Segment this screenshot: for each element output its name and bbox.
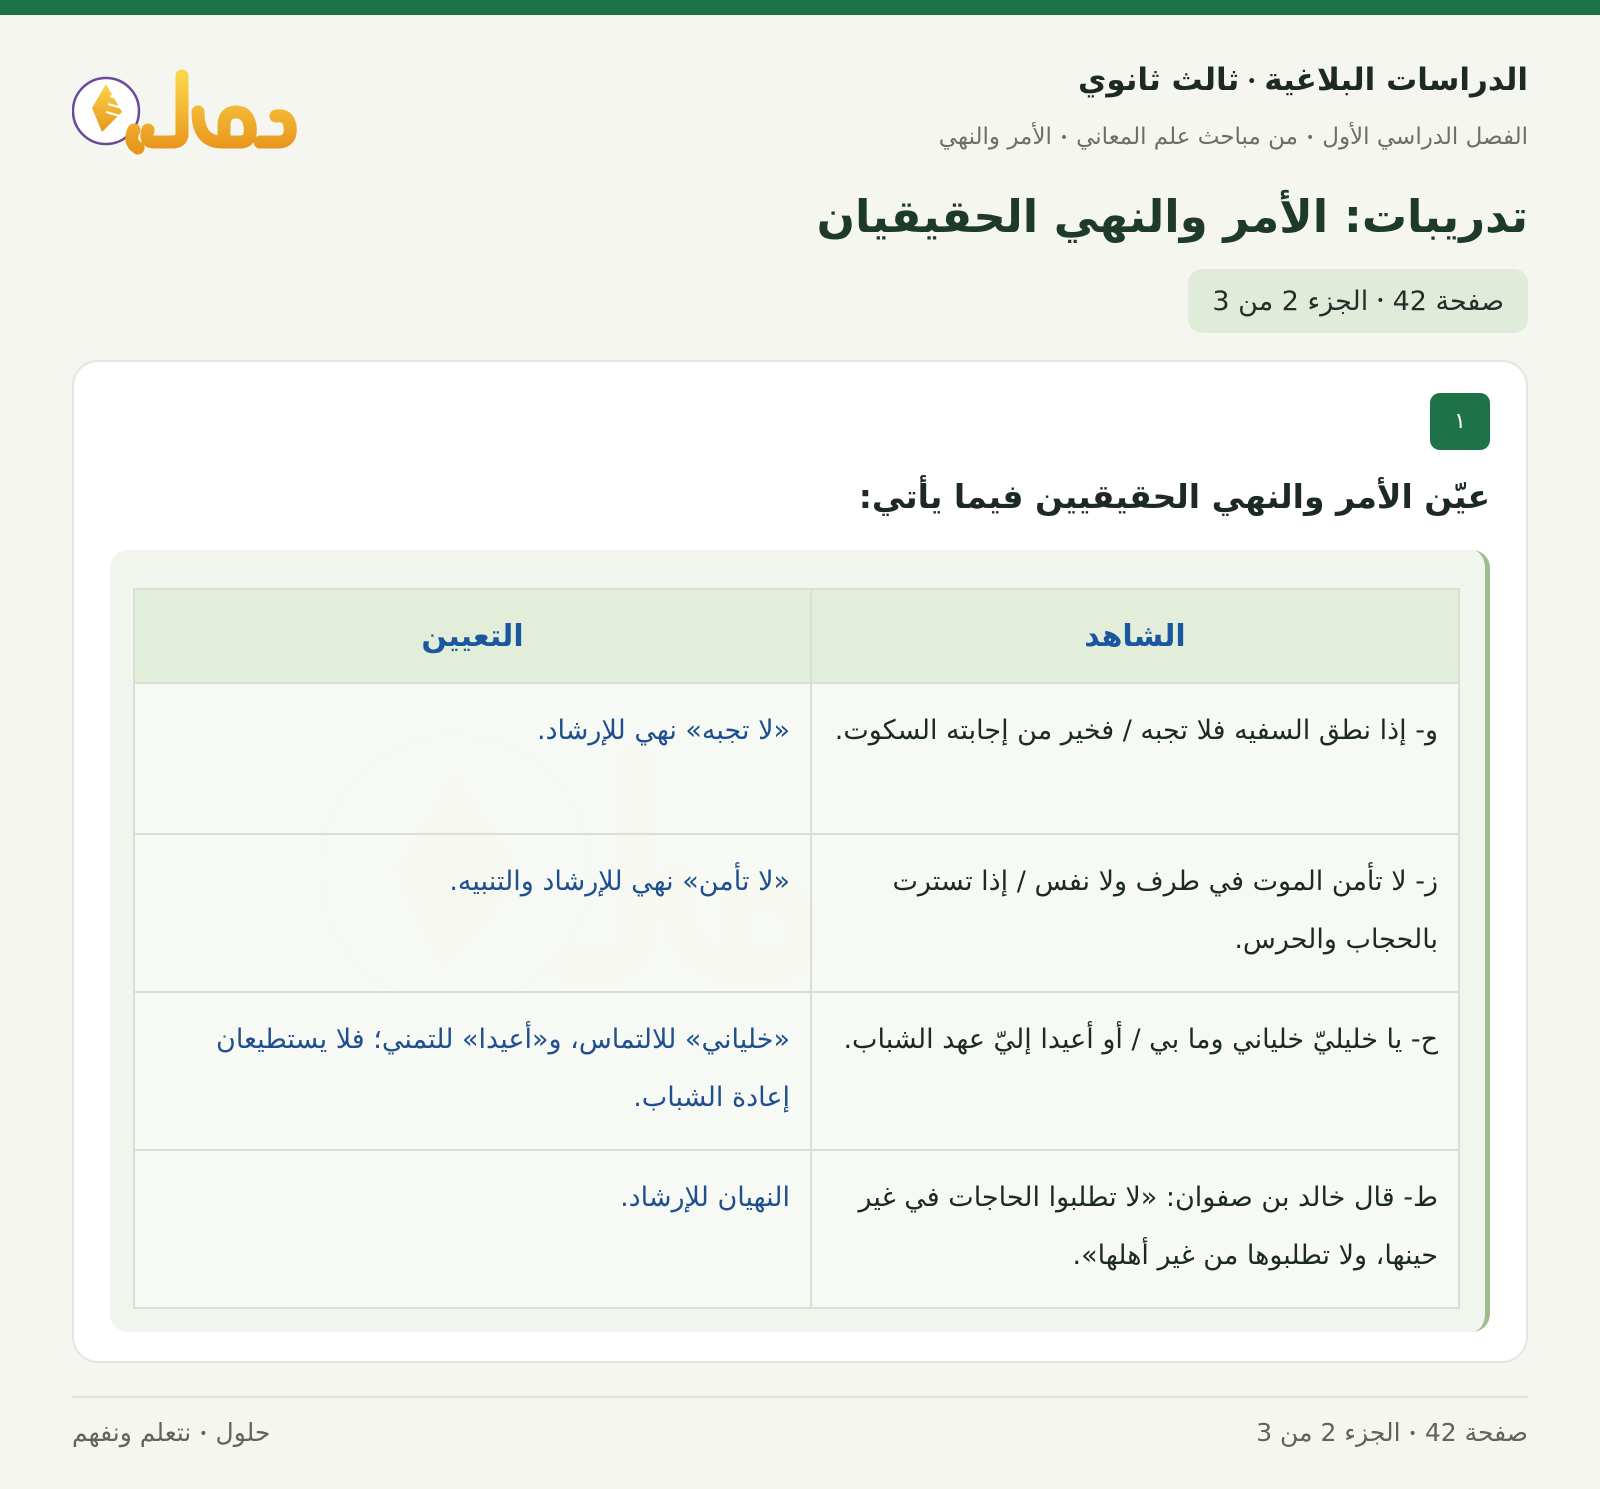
footer-divider	[72, 1396, 1528, 1398]
table-row	[134, 1150, 1459, 1308]
table-header-row	[134, 589, 1459, 683]
example-cell: و- إذا نطق السفيه فلا تجبه / فخير من إجابته السكوت.	[811, 683, 1459, 834]
answer-panel	[110, 550, 1490, 1332]
footer-separator: •	[1408, 1426, 1417, 1442]
breadcrumb-separator: •	[1059, 129, 1069, 146]
breadcrumb-term: الفصل الدراسي الأول	[1322, 124, 1528, 150]
column-header-example: الشاهد	[811, 589, 1459, 683]
page-location-badge	[1188, 269, 1528, 333]
table-row	[134, 992, 1459, 1150]
footer-page-info	[1256, 1418, 1528, 1447]
question-prompt: عيّن الأمر والنهي الحقيقيين فيما يأتي:	[858, 477, 1490, 516]
part-label: الجزء 2 من 3	[1212, 285, 1369, 317]
top-accent-bar	[0, 0, 1600, 15]
table-row	[134, 834, 1459, 992]
footer-brand-name: حلول	[215, 1418, 271, 1447]
logo-mark-icon	[72, 56, 297, 156]
example-cell: ط- قال خالد بن صفوان: «لا تطلبوا الحاجات في غير حينها، ولا تطلبوها من غير أهلها».	[811, 1150, 1459, 1308]
answer-cell: «خلياني» للالتماس، و«أعيدا» للتمني؛ فلا يستطيعان إعادة الشباب.	[134, 992, 811, 1150]
title-separator: •	[1247, 73, 1257, 90]
question-number-badge: ١	[1430, 393, 1490, 450]
breadcrumb	[939, 124, 1528, 150]
breadcrumb-lesson: الأمر والنهي	[938, 124, 1052, 150]
course-title	[1078, 62, 1528, 98]
footer-brand	[72, 1418, 270, 1447]
exercise-card	[72, 360, 1528, 1363]
answer-cell: النهيان للإرشاد.	[134, 1150, 811, 1308]
footer-separator: •	[199, 1426, 208, 1442]
example-cell: ز- لا تأمن الموت في طرف ولا نفس / إذا تسترت بالحجاب والحرس.	[811, 834, 1459, 992]
column-header-answer: التعيين	[134, 589, 811, 683]
breadcrumb-unit: من مباحث علم المعاني	[1076, 124, 1298, 150]
footer-page-number: صفحة 42	[1424, 1418, 1528, 1447]
badge-separator: •	[1376, 293, 1385, 309]
answer-cell: «لا تأمن» نهي للإرشاد والتنبيه.	[134, 834, 811, 992]
page-title: تدريبات: الأمر والنهي الحقيقيان	[816, 190, 1528, 243]
answers-table	[133, 588, 1460, 1309]
breadcrumb-separator: •	[1305, 129, 1315, 146]
grade-name: ثالث ثانوي	[1077, 62, 1240, 98]
page-number: صفحة 42	[1392, 285, 1504, 317]
example-cell: ح- يا خليليّ خلياني وما بي / أو أعيدا إليّ عهد الشباب.	[811, 992, 1459, 1150]
brand-logo	[72, 56, 297, 156]
table-row	[134, 683, 1459, 834]
answer-cell: «لا تجبه» نهي للإرشاد.	[134, 683, 811, 834]
footer-tagline: نتعلم ونفهم	[72, 1418, 192, 1447]
course-name: الدراسات البلاغية	[1264, 62, 1528, 98]
footer-part-label: الجزء 2 من 3	[1256, 1418, 1401, 1447]
